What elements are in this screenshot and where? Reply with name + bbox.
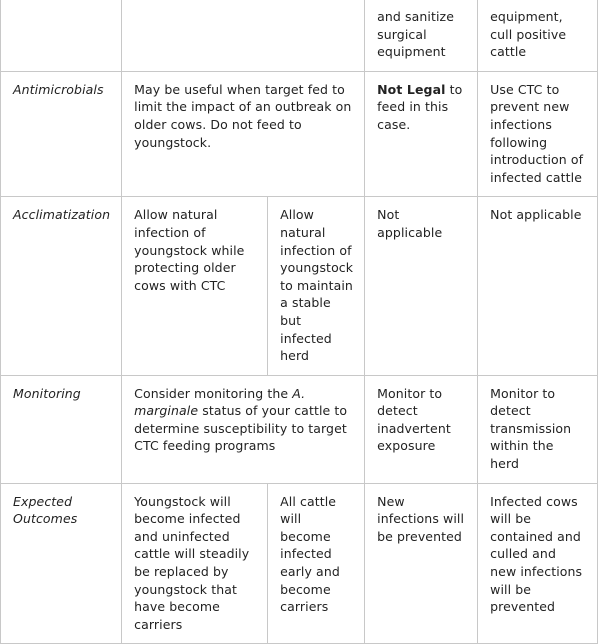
cell-text: to feed in this case. [377, 81, 463, 132]
not-legal-emphasis: Not Legal [377, 81, 446, 97]
cell-strategy-b: Allow natural infection of youngstock to maintain a stable but infected herd [268, 197, 365, 375]
cell-strategy-d: Infected cows will be contained and culled and new infections will be prevented [478, 483, 598, 644]
cell-strategy-a: Youngstock will become infected and uninfected cattle will steadily be replaced by youngstock that have become carriers [122, 483, 268, 644]
cell-strategy-a: Allow natural infection of youngstock while protecting older cows with CTC [122, 197, 268, 375]
cell-text: status of your cattle to determine susceptibility to target CTC feeding programs [134, 403, 348, 454]
cell-strategy-d: Monitor to detect transmission within the herd [478, 375, 598, 483]
cell-strategy-a-b [122, 375, 365, 483]
cell-strategy-c: New infections will be prevented [365, 483, 478, 644]
row-label [1, 0, 122, 71]
row-label: Acclimatization [1, 197, 122, 375]
cell-strategy-b: All cattle will become infected early and become carriers [268, 483, 365, 644]
cell-strategy-c [365, 71, 478, 197]
cell-strategy-d: equipment, cull positive cattle [478, 0, 598, 71]
table-row-top-fragment [1, 0, 598, 71]
cell-strategy-d: Use CTC to prevent new infections following introduction of infected cattle [478, 71, 598, 197]
cell-text: Consider monitoring the [134, 385, 293, 401]
row-label: Antimicrobials [1, 71, 122, 197]
table-row-antimicrobials [1, 71, 598, 197]
cell-strategy-c: and sanitize surgical equipment [365, 0, 478, 71]
table-row-monitoring [1, 375, 598, 483]
cell-strategy-a-b [122, 0, 365, 71]
cell-strategy-c: Monitor to detect inadvertent exposure [365, 375, 478, 483]
table-row-expected-outcomes [1, 483, 598, 644]
row-label: Expected Outcomes [1, 483, 122, 644]
table-row-acclimatization [1, 197, 598, 375]
row-label: Monitoring [1, 375, 122, 483]
cell-strategy-d: Not applicable [478, 197, 598, 375]
cell-strategy-a-b: May be useful when target fed to limit the impact of an outbreak on older cows. Do not feed to youngstock. [122, 71, 365, 197]
cell-strategy-c: Not applicable [365, 197, 478, 375]
pathogen-name: A. marginale [134, 385, 306, 419]
